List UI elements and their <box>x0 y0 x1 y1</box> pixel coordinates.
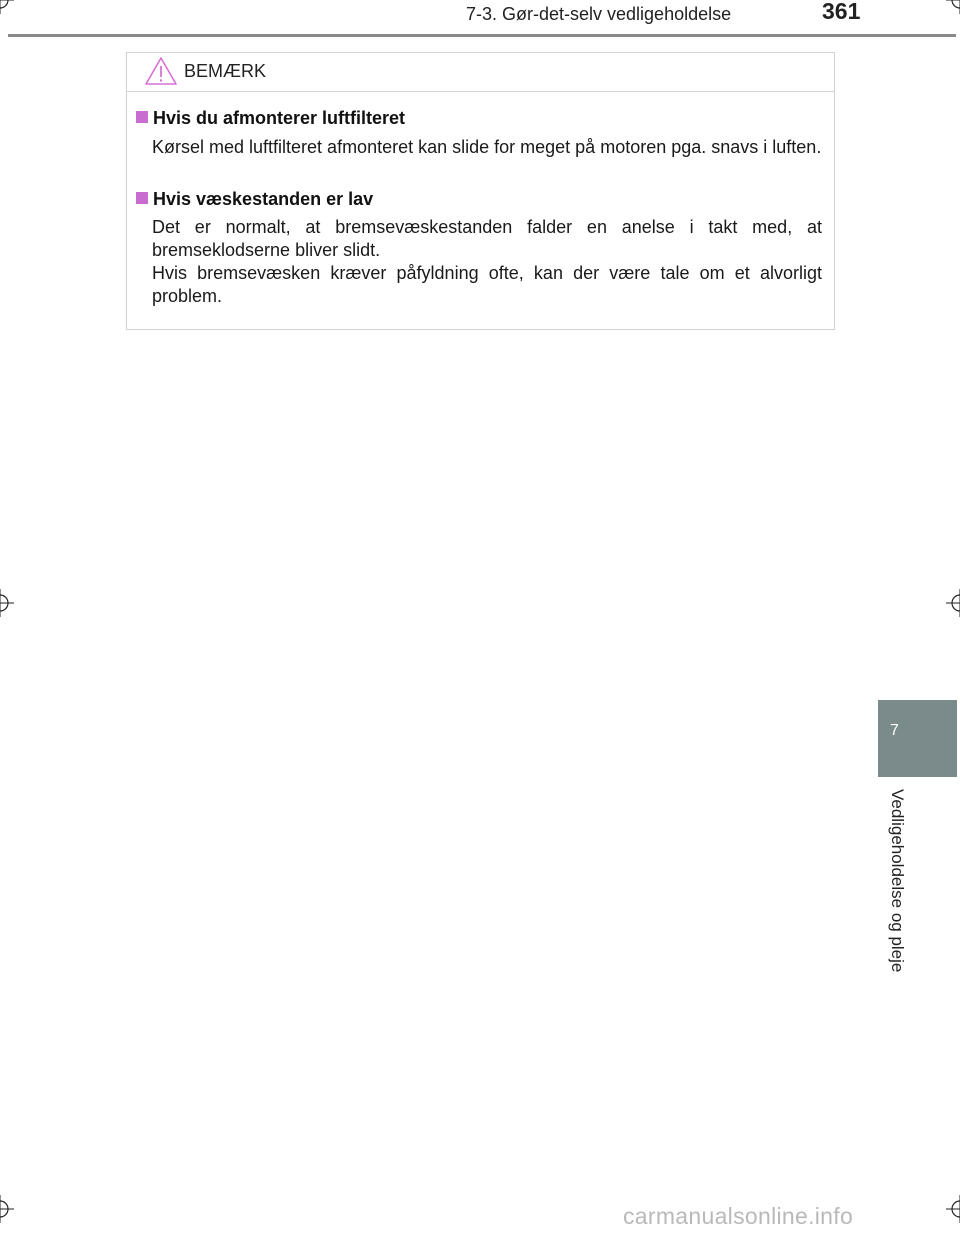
footer-watermark[interactable]: carmanualsonline.info <box>623 1203 854 1229</box>
warning-triangle-icon <box>144 56 178 86</box>
paragraph: Det er normalt, at bremsevæskestanden falder en anelse i takt med, at bremseklodserne bliver slidt. <box>152 217 822 260</box>
notice-box <box>126 52 835 330</box>
header-title: 7-3. Gør-det-selv vedligeholdelse <box>466 4 732 24</box>
crop-mark-icon <box>946 0 960 14</box>
section-heading-air-filter <box>136 108 405 129</box>
crop-mark-icon <box>0 1195 14 1223</box>
bullet-square-icon <box>136 192 148 204</box>
crop-mark-icon <box>0 0 14 14</box>
crop-mark-icon <box>946 1195 960 1223</box>
page-number: 361 <box>822 0 861 24</box>
notice-label: BEMÆRK <box>184 61 267 81</box>
section-body-air-filter <box>152 136 822 159</box>
chapter-number: 7 <box>890 722 899 739</box>
section-heading-fluid-level <box>136 189 373 210</box>
header-rule <box>8 34 956 37</box>
crop-mark-icon <box>946 589 960 617</box>
crop-mark-icon <box>0 589 14 617</box>
bullet-square-icon <box>136 111 148 123</box>
notice-header <box>127 53 834 92</box>
chapter-tab[interactable] <box>878 700 957 777</box>
paragraph: Kørsel med luftfilteret afmonteret kan slide for meget på motoren pga. snavs i luften. <box>152 137 822 157</box>
chapter-title: Vedligeholdelse og pleje <box>888 789 907 973</box>
paragraph: Hvis bremsevæsken kræver påfyldning ofte, kan der være tale om et alvorligt problem. <box>152 263 822 306</box>
section-body-fluid-level <box>152 216 822 308</box>
section-heading-text: Hvis væskestanden er lav <box>153 189 374 209</box>
section-heading-text: Hvis du afmonterer luftfilteret <box>153 108 406 128</box>
